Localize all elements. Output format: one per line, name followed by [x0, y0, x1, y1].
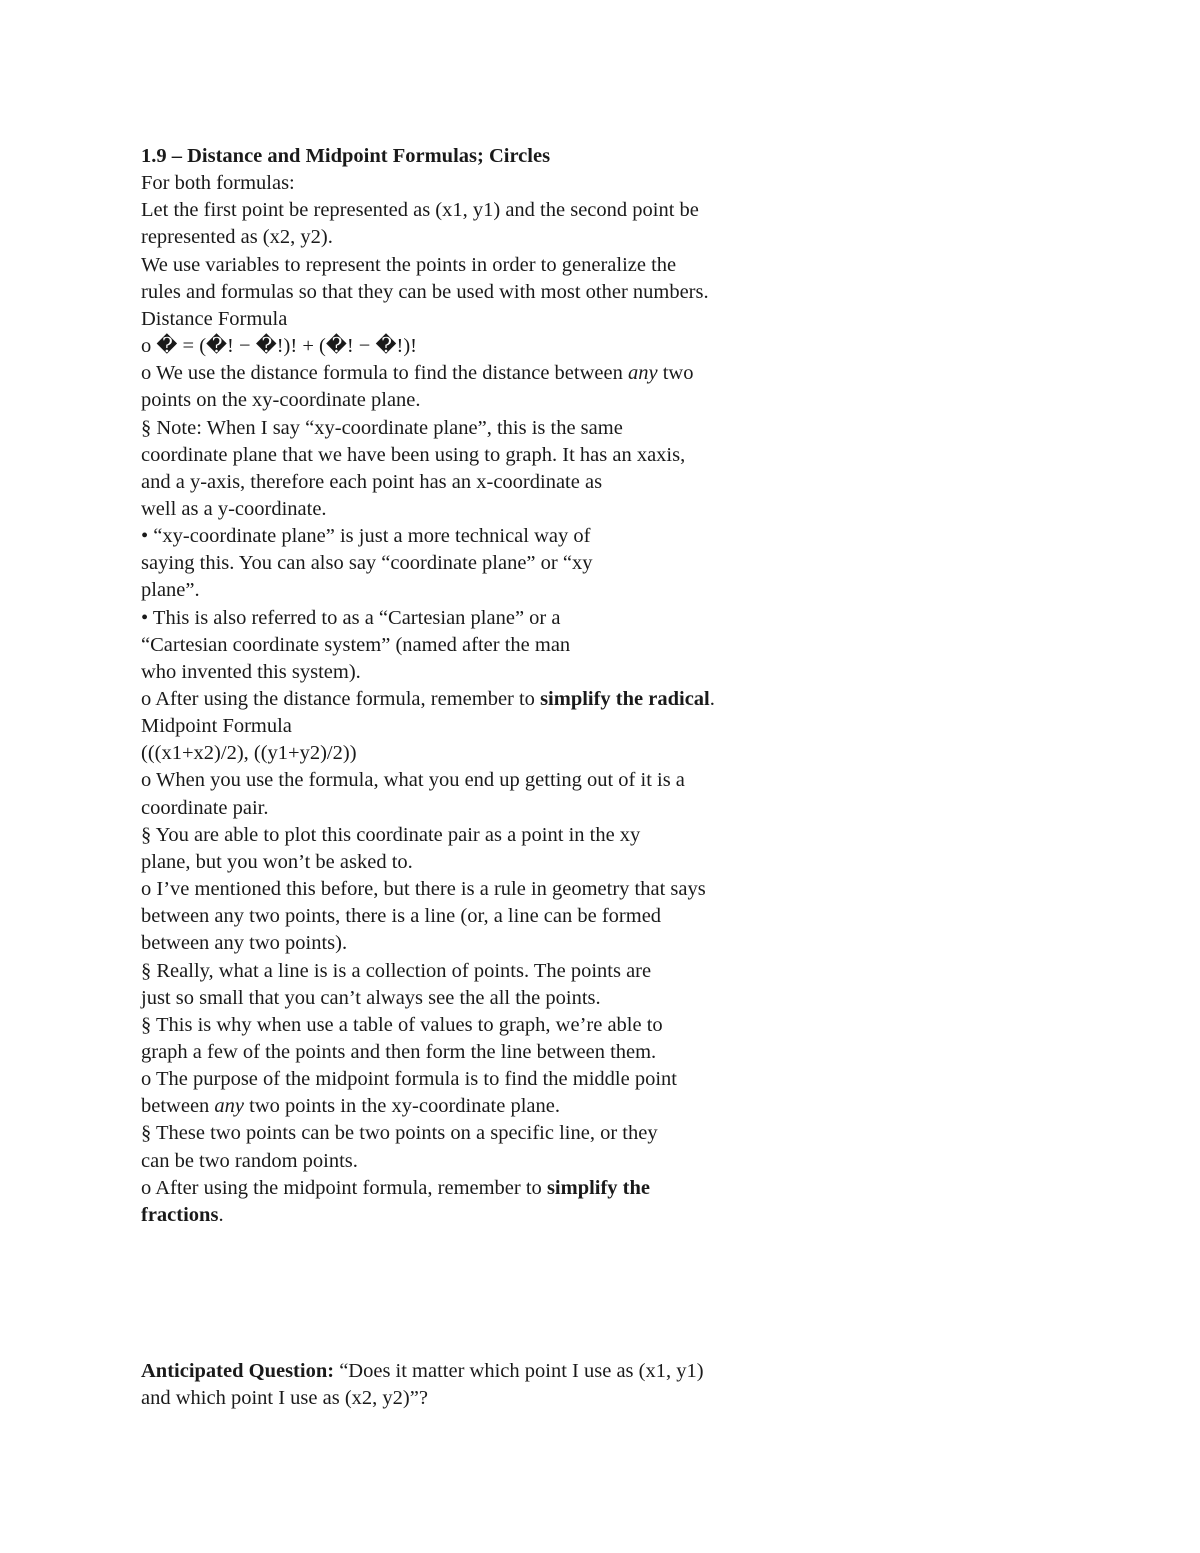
text-segment: “Cartesian coordinate system” (named after the man: [141, 634, 571, 656]
bold-text-segment: Anticipated Question:: [141, 1360, 335, 1382]
text-line: [141, 1358, 704, 1385]
text-segment: saying this. You can also say “coordinate plane” or “xy: [141, 552, 593, 574]
text-line: [141, 1093, 560, 1120]
document-heading: [141, 143, 550, 170]
text-line: [141, 849, 413, 876]
text-line: [141, 985, 601, 1012]
text-segment: represented as (x2, y2).: [141, 226, 333, 248]
text-line: [141, 1175, 650, 1202]
text-segment: and a y-axis, therefore each point has an x-coordinate as: [141, 471, 603, 493]
text-segment: Let the first point be represented as (x1, y1) and the second point be: [141, 199, 699, 221]
text-line: [141, 930, 347, 957]
italic-text-segment: any: [214, 1095, 245, 1117]
text-segment: § You are able to plot this coordinate pair as a point in the xy: [141, 824, 641, 846]
text-segment: two: [657, 362, 694, 384]
text-line: [141, 1385, 428, 1412]
text-line: [141, 1120, 658, 1147]
text-line: [141, 197, 699, 224]
text-segment: between any two points).: [141, 932, 348, 954]
text-segment: • This is also referred to as a “Cartesian plane” or a: [141, 607, 561, 629]
text-line: [141, 496, 327, 523]
text-line: [141, 1012, 663, 1039]
text-line: [141, 903, 661, 930]
text-segment: .: [218, 1204, 224, 1226]
text-segment: “Does it matter which point I use as (x1, y1): [334, 1360, 704, 1382]
text-segment: just so small that you can’t always see the all the points.: [141, 987, 601, 1009]
text-line: [141, 577, 200, 604]
text-segment: § Note: When I say “xy-coordinate plane”, this is the same: [141, 417, 623, 439]
text-line: [141, 795, 269, 822]
text-line: [141, 360, 693, 387]
text-line: [141, 605, 560, 632]
text-segment: and which point I use as (x2, y2)”?: [141, 1387, 428, 1409]
text-segment: o We use the distance formula to find the distance between: [141, 362, 628, 384]
text-segment: graph a few of the points and then form the line between them.: [141, 1041, 657, 1063]
text-line: [141, 740, 357, 767]
text-segment: who invented this system).: [141, 661, 361, 683]
text-line: [141, 415, 623, 442]
text-segment: points on the xy-coordinate plane.: [141, 389, 421, 411]
text-line: [141, 387, 421, 414]
text-segment: plane”.: [141, 579, 200, 601]
text-line: [141, 469, 602, 496]
text-segment: § This is why when use a table of values to graph, we’re able to: [141, 1014, 663, 1036]
text-segment: § Really, what a line is is a collection of points. The points are: [141, 960, 652, 982]
text-segment: rules and formulas so that they can be used with most other numbers.: [141, 281, 709, 303]
text-line: [141, 442, 685, 469]
text-segment: between any two points, there is a line (or, a line can be formed: [141, 905, 662, 927]
text-line: [141, 170, 295, 197]
bold-text-segment: fractions: [141, 1204, 219, 1226]
text-line: [141, 1148, 358, 1175]
bold-text-segment: simplify the radical: [540, 688, 710, 710]
text-line: [141, 279, 709, 306]
text-line: [141, 767, 685, 794]
text-line: [141, 632, 570, 659]
text-segment: Distance Formula: [141, 308, 288, 330]
text-segment: (((x1+x2)/2), ((y1+y2)/2)): [141, 742, 357, 764]
text-segment: between: [141, 1095, 215, 1117]
text-line: [141, 713, 292, 740]
text-line: [141, 523, 590, 550]
text-segment: o After using the distance formula, remember to: [141, 688, 541, 710]
text-line: [141, 822, 640, 849]
text-line: [141, 686, 715, 713]
text-line: [141, 659, 361, 686]
text-segment: o I’ve mentioned this before, but there is a rule in geometry that says: [141, 878, 706, 900]
text-segment: Midpoint Formula: [141, 715, 292, 737]
text-segment: two points in the xy-coordinate plane.: [244, 1095, 560, 1117]
text-line: [141, 224, 333, 251]
text-segment: For both formulas:: [141, 172, 295, 194]
text-segment: .: [709, 688, 715, 710]
text-segment: We use variables to represent the points in order to generalize the: [141, 254, 677, 276]
text-line: [141, 958, 651, 985]
text-segment: coordinate plane that we have been using to graph. It has an xaxis,: [141, 444, 686, 466]
text-segment: § These two points can be two points on a specific line, or they: [141, 1122, 658, 1144]
text-segment: o � = (�! − �!)! + (�! − �!)!: [141, 335, 417, 357]
text-line: [141, 550, 592, 577]
bold-text-segment: 1.9 – Distance and Midpoint Formulas; Circles: [141, 145, 551, 167]
text-segment: o After using the midpoint formula, remember to: [141, 1177, 547, 1199]
text-line: [141, 1066, 677, 1093]
text-segment: o When you use the formula, what you end up getting out of it is a: [141, 769, 685, 791]
text-segment: • “xy-coordinate plane” is just a more technical way of: [141, 525, 591, 547]
text-segment: plane, but you won’t be asked to.: [141, 851, 413, 873]
text-line: [141, 1202, 224, 1229]
text-segment: can be two random points.: [141, 1150, 358, 1172]
italic-text-segment: any: [627, 362, 658, 384]
text-line: [141, 333, 417, 360]
text-segment: well as a y-coordinate.: [141, 498, 327, 520]
text-segment: coordinate pair.: [141, 797, 269, 819]
text-line: [141, 306, 287, 333]
text-segment: o The purpose of the midpoint formula is to find the middle point: [141, 1068, 677, 1090]
text-line: [141, 1039, 656, 1066]
text-line: [141, 252, 676, 279]
bold-text-segment: simplify the: [546, 1177, 651, 1199]
text-line: [141, 876, 706, 903]
